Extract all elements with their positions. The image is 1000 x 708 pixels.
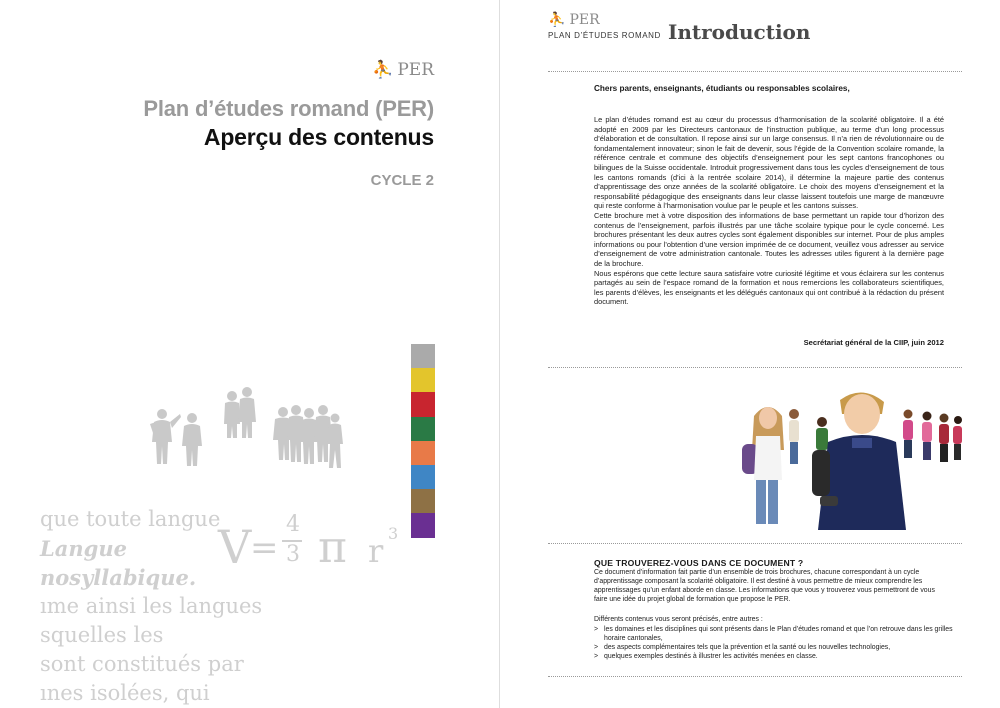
background-line: Langue xyxy=(40,536,127,561)
left-per-logo xyxy=(372,60,434,80)
color-swatch xyxy=(411,513,435,537)
right-logo-text: PER xyxy=(569,12,600,28)
schoolchildren-photo xyxy=(732,380,968,532)
greeting: Chers parents, enseignants, étudiants ou responsables scolaires, xyxy=(594,84,850,93)
background-line: que toute langue xyxy=(40,507,221,531)
right-page xyxy=(500,0,1000,708)
right-per-logo xyxy=(548,12,600,28)
list-item: > des aspects complémentaires tels que la prévention et la santé ou les nouvelles technologies, xyxy=(594,643,954,652)
color-swatch xyxy=(411,417,435,441)
color-swatch xyxy=(411,368,435,392)
color-swatch xyxy=(411,489,435,513)
intro-paragraph: Nous espérons que cette lecture saura satisfaire votre curiosité légitime et vous éclairera sur les contenus partagés au sein de l’espace romand de la formation et nous remercions les collaborateurs scientifiques, les parents d’élèves, les enseignants et les délégués cantonaux qui ont contribué à la rédaction du présent document. xyxy=(594,268,944,307)
background-line: ınes isolées, qui xyxy=(40,681,210,705)
background-line: ıme ainsi les langues xyxy=(40,594,263,618)
color-swatch xyxy=(411,344,435,368)
color-swatch xyxy=(411,465,435,489)
divider xyxy=(548,367,962,368)
cover-subtitle: Aperçu des contenus xyxy=(203,124,434,150)
cycle-label: CYCLE 2 xyxy=(370,172,434,189)
section-title: QUE TROUVEREZ-VOUS DANS CE DOCUMENT ? xyxy=(594,558,804,568)
left-logo-text: PER xyxy=(397,60,434,80)
color-bar xyxy=(411,344,435,538)
list-item: > quelques exemples destinés à illustrer les activités menées en classe. xyxy=(594,652,954,661)
divider xyxy=(548,71,962,72)
signature: Secrétariat général de la CIIP, juin 2012 xyxy=(803,338,944,347)
stick-figure-icon: ⛹ xyxy=(372,60,394,80)
content-list xyxy=(594,625,954,661)
divider xyxy=(548,676,962,677)
intro-paragraph: Cette brochure met à votre disposition des informations de base permettant un rapide tour d’horizon des contenus de l’enseignement, parfois illustrés par une tâche scolaire typique pour le cycle concerné. Les brochures présentant les deux autres cycles sont également disponibles sur internet. Pour de plus amples informations ou pour l’obtention d’une version imprimée de ce document, veuillez vous adresser au service d’enseignement de votre administration cantonale. Toutes les adresses utiles figurent à la dernière page de la brochure. xyxy=(594,210,944,268)
formula-part: = xyxy=(250,528,279,568)
cover-title: Plan d’études romand (PER) xyxy=(143,96,434,121)
stick-figure-icon: ⛹ xyxy=(548,12,566,28)
formula-part: r xyxy=(368,532,384,570)
background-line: nosyllabique. xyxy=(40,565,197,590)
formula-part: 4 xyxy=(286,512,300,537)
intro-paragraph: Le plan d’études romand est au cœur du processus d’harmonisation de la scolarité obligatoire. Il a été adopté en 2009 par les Directeurs cantonaux de l’instruction publique, au terme d’un long processus d’élaboration et de consultation. Il repose ainsi sur un large consensus. Il n’a rien de révolutionnaire ou de fondamentalement innovateur; sinon le fait de devenir, sous l’égide de la Convention scolaire romande, la référence centrale et commune des objectifs d’enseignement pour les sept cantons francophones ou bilingues de la Suisse occidentale. Introduit progressivement dans tous les cycles d’enseignement de tous les cantons romands (d’ici à la rentrée scolaire 2014), il détermine la majeure partie des contenus d’apprentissage des onze années de la scolarité obligatoire. Le choix des moyens d’enseignement et la responsabilité pédagogique des enseignants dans leur classe laissent toutefois une marge de manœuvre qui reste conforme à l’harmonisation voulue par le peuple et les cantons suisses. xyxy=(594,115,944,211)
intro-body xyxy=(594,115,944,307)
formula-part: 3 xyxy=(286,542,300,567)
list-item: > les domaines et les disciplines qui sont présents dans le Plan d’études romand et que l’on retrouve dans les grilles horaire cantonales, xyxy=(594,625,954,643)
formula-part: 3 xyxy=(388,524,399,543)
color-swatch xyxy=(411,441,435,465)
background-line: sont constitués par xyxy=(40,652,244,676)
logo-subtitle: PLAN D’ÉTUDES ROMAND xyxy=(548,31,661,40)
divider xyxy=(548,543,962,544)
background-line: squelles les xyxy=(40,623,164,647)
list-intro: Différents contenus vous seront précisés, entre autres : xyxy=(594,616,763,623)
page-title: Introduction xyxy=(668,20,811,44)
color-swatch xyxy=(411,392,435,416)
children-silhouettes-image xyxy=(148,380,348,475)
formula-part: π xyxy=(318,522,347,573)
section-body: Ce document d’information fait partie d’un ensemble de trois brochures, chacune correspondant à un cycle d’apprentissage composant la scolarité obligatoire. Il est destiné à vous permettre de mieux comprendre les apprentissages qu’un enfant aborde en classe. Les informations que vous y trouverez vous permettront de vous faire une idée du projet global de formation que propose le PER. xyxy=(594,569,935,603)
formula-part: V xyxy=(218,520,252,574)
